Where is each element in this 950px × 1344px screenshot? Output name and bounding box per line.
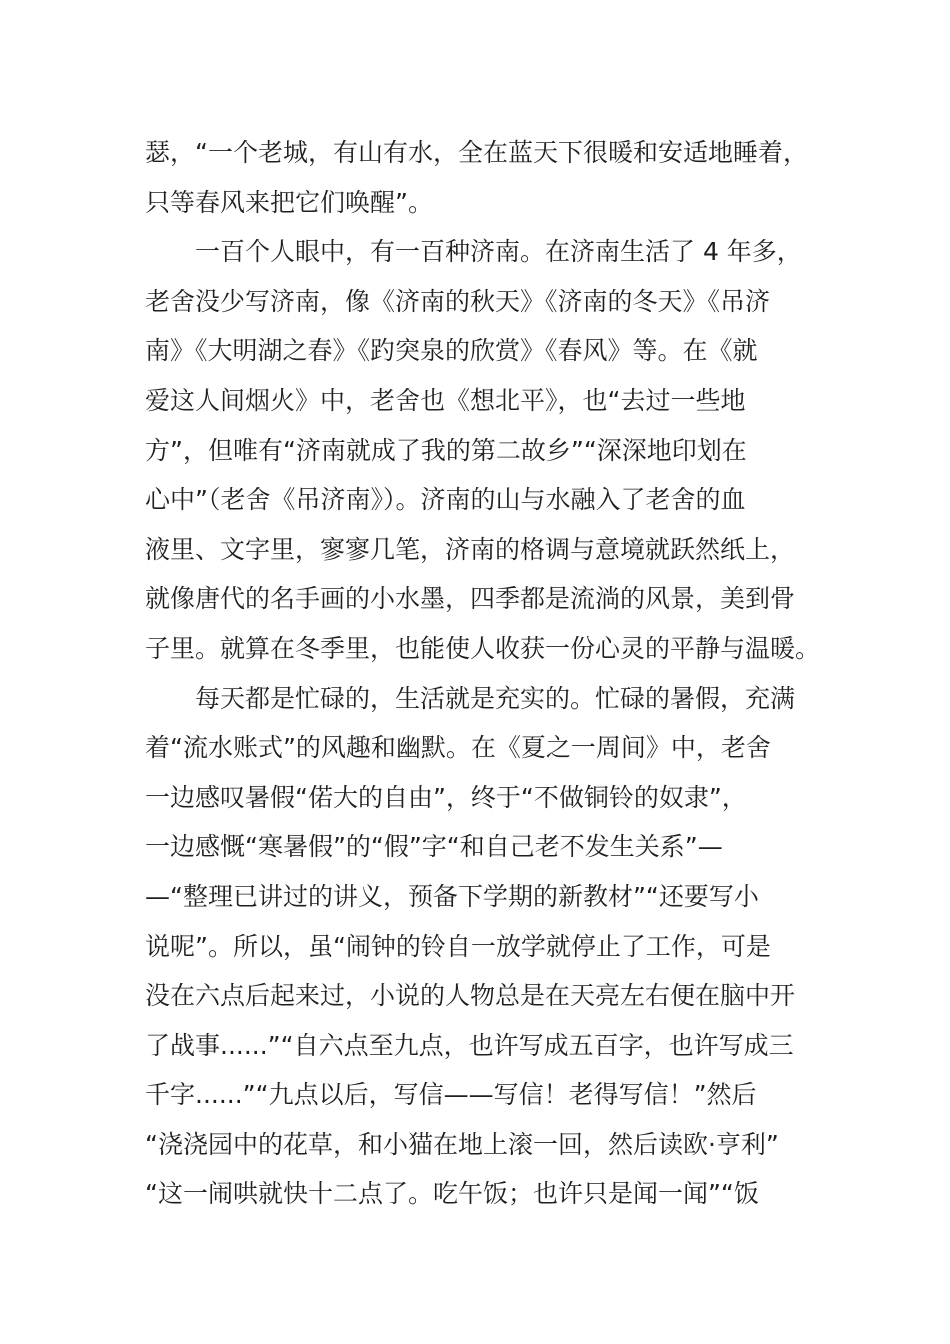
text-line: 只等春风来把它们唤醒”。 bbox=[145, 187, 433, 217]
text-line: —“整理已讲过的讲义，预备下学期的新教材”“还要写小 bbox=[145, 881, 759, 911]
text-line: 就像唐代的名手画的小水墨，四季都是流淌的风景，美到骨 bbox=[145, 584, 796, 614]
text-line: “浇浇园中的花草，和小猫在地上滚一回，然后读欧·亨利” bbox=[145, 1129, 779, 1159]
text-line: 一边感叹暑假“偌大的自由”，终于“不做铜铃的奴隶”， bbox=[145, 782, 747, 812]
text-line: 一百个人眼中，有一百种济南。在济南生活了 4 年多， bbox=[195, 237, 802, 267]
body-text bbox=[145, 128, 821, 1219]
text-line: “这一闹哄就快十二点了。吃午饭；也许只是闻一闻”“饭 bbox=[145, 1179, 759, 1209]
text-line: 子里。就算在冬季里，也能使人收获一份心灵的平静与温暖。 bbox=[145, 633, 821, 663]
text-line: 没在六点后起来过，小说的人物总是在天亮左右便在脑中开 bbox=[145, 981, 796, 1011]
text-line: 方”，但唯有“济南就成了我的第二故乡”“深深地印划在 bbox=[145, 435, 747, 465]
text-line: 心中”（老舍《吊济南》）。济南的山与水融入了老舍的血 bbox=[145, 485, 746, 515]
text-line: 南》《大明湖之春》《趵突泉的欣赏》《春风》等。在《就 bbox=[145, 336, 758, 366]
text-line: 爱这人间烟火》中，老舍也《想北平》，也“去过一些地 bbox=[145, 385, 746, 415]
text-line: 老舍没少写济南，像《济南的秋天》《济南的冬天》《吊济 bbox=[145, 286, 771, 316]
text-line: 瑟，“一个老城，有山有水，全在蓝天下很暖和安适地睡着， bbox=[145, 138, 808, 167]
text-line: 着“流水账式”的风趣和幽默。在《夏之一周间》中，老舍 bbox=[145, 733, 771, 763]
text-line: 每天都是忙碌的，生活就是充实的。忙碌的暑假，充满 bbox=[195, 683, 796, 713]
text-line: 了战事......”“自六点至九点，也许写成五百字，也许写成三 bbox=[145, 1030, 794, 1060]
text-line: 一边感慨“寒暑假”的“假”字“和自己老不发生关系”— bbox=[145, 832, 723, 862]
text-line: 说呢”。所以，虽“闹钟的铃自一放学就停止了工作，可是 bbox=[145, 931, 771, 961]
text-line: 液里、文字里，寥寥几笔，济南的格调与意境就跃然纸上， bbox=[145, 534, 796, 564]
text-line: 千字......”“九点以后，写信——写信！老得写信！”然后 bbox=[145, 1080, 757, 1110]
